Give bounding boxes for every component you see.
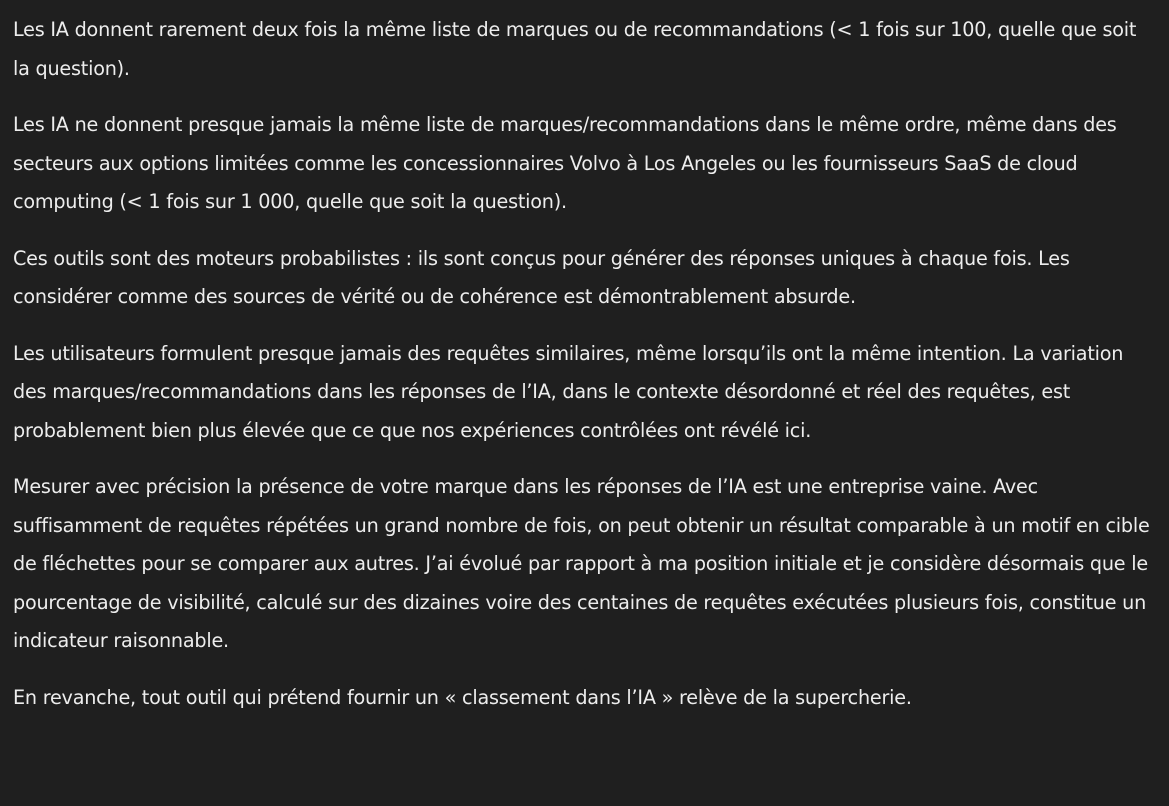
paragraph-2: Les IA ne donnent presque jamais la même liste de marques/recommandations dans le même ordre, même dans des secteurs aux options limitées comme les concessionnaires Volvo à Los Angeles ou les fournisseurs SaaS de cloud computing (< 1 fois sur 1 000, quelle que soit la question).	[13, 113, 1117, 213]
paragraph-1: Les IA donnent rarement deux fois la même liste de marques ou de recommandations (< 1 fois sur 100, quelle que soit la question).	[13, 18, 1137, 80]
paragraph-6: En revanche, tout outil qui prétend fournir un « classement dans l’IA » relève de la supercherie.	[13, 685, 912, 709]
paragraph-4: Les utilisateurs formulent presque jamais des requêtes similaires, même lorsqu’ils ont la même intention. La variation des marques/recommandations dans les réponses de l’IA, dans le contexte désordonné et réel des requêtes, est probablement bien plus élevée que ce que nos expériences contrôlées ont révélé ici.	[13, 341, 1124, 442]
paragraph-5: Mesurer avec précision la présence de votre marque dans les réponses de l’IA est une entreprise vaine. Avec suffisamment de requêtes répétées un grand nombre de fois, on peut obtenir un résultat comparable à un motif en cible de fléchettes pour se comparer aux autres. J’ai évolué par rapport à ma position initiale et je considère désormais que le pourcentage de visibilité, calculé sur des dizaines voire des centaines de requêtes exécutées plusieurs fois, constitue un indicateur raisonnable.	[13, 475, 1150, 652]
paragraph-3: Ces outils sont des moteurs probabilistes : ils sont conçus pour générer des réponses uniques à chaque fois. Les considérer comme des sources de vérité ou de cohérence est démontrablement absurde.	[13, 246, 1070, 308]
